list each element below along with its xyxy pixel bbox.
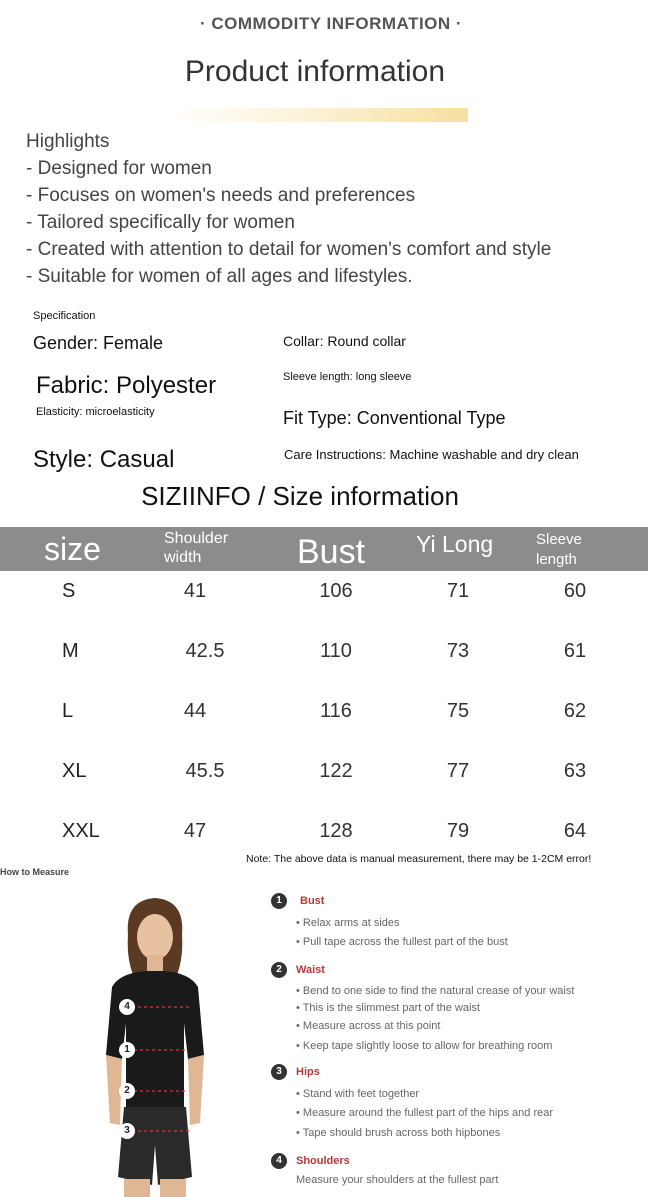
cell-sleeve: 61 <box>563 640 587 662</box>
step-line: • Relax arms at sides <box>296 917 400 929</box>
cell-size: XL <box>62 760 87 782</box>
model-figure-illustration <box>100 895 210 1197</box>
figure-marker: 1 <box>119 1042 135 1058</box>
spec-fabric: Fabric: Polyester <box>36 372 217 399</box>
spec-sleeve-length: Sleeve length: long sleeve <box>283 371 412 383</box>
cell-shoulder: 44 <box>183 700 207 722</box>
cell-size: XXL <box>62 820 100 842</box>
highlight-item: - Created with attention to detail for women's comfort and style <box>26 239 552 260</box>
step-number: 1 <box>271 893 287 909</box>
step-line: Measure your shoulders at the fullest part <box>296 1174 499 1186</box>
step-title-hips: Hips <box>296 1066 320 1078</box>
header-shoulder-line1: Shoulder <box>164 530 229 547</box>
page-title: Product information <box>184 55 446 88</box>
spec-style: Style: Casual <box>33 446 175 473</box>
header-length: Yi Long <box>416 531 494 557</box>
step-line: • Tape should brush across both hipbones <box>296 1127 501 1139</box>
spec-elasticity: Elasticity: microelasticity <box>36 406 155 418</box>
step-number: 2 <box>271 962 287 978</box>
step-line: • Pull tape across the fullest part of the bust <box>296 936 508 948</box>
cell-bust: 110 <box>320 640 352 662</box>
cell-bust: 128 <box>319 820 353 842</box>
header-sleeve-length <box>536 530 582 570</box>
cell-sleeve: 63 <box>563 760 587 782</box>
header-sleeve-line2: length <box>536 551 577 568</box>
measurement-note: Note: The above data is manual measurement, there may be 1-2CM error! <box>246 853 592 865</box>
cell-bust: 106 <box>319 580 353 602</box>
step-line: • Measure around the fullest part of the hips and rear <box>296 1107 554 1119</box>
highlight-item: - Suitable for women of all ages and lifestyles. <box>26 266 413 287</box>
cell-shoulder: 42.5 <box>185 640 225 662</box>
step-title-bust: Bust <box>300 895 325 907</box>
highlight-item: - Designed for women <box>26 158 212 179</box>
highlight-item: - Focuses on women's needs and preferences <box>26 185 416 206</box>
specification-title: Specification <box>33 310 96 322</box>
header-sleeve-line1: Sleeve <box>536 531 582 548</box>
size-info-title: SIZIINFO / Size information <box>141 481 459 511</box>
cell-shoulder: 41 <box>183 580 207 602</box>
step-line: • Measure across at this point <box>296 1020 441 1032</box>
step-line: • Stand with feet together <box>296 1088 420 1100</box>
highlights-title: Highlights <box>26 131 110 152</box>
cell-length: 73 <box>446 640 470 662</box>
commodity-info-heading: · COMMODITY INFORMATION · <box>199 14 463 33</box>
figure-marker: 4 <box>119 999 135 1015</box>
step-title-waist: Waist <box>296 964 325 976</box>
cell-shoulder: 45.5 <box>185 760 225 782</box>
spec-collar: Collar: Round collar <box>283 333 406 349</box>
header-size: size <box>44 531 101 567</box>
step-line: • This is the slimmest part of the waist <box>296 1002 480 1014</box>
cell-bust: 116 <box>320 700 352 722</box>
spec-fit-type: Fit Type: Conventional Type <box>283 408 506 428</box>
step-line: • Keep tape slightly loose to allow for breathing room <box>296 1040 553 1052</box>
cell-sleeve: 64 <box>563 820 587 842</box>
step-title-shoulders: Shoulders <box>296 1155 350 1167</box>
cell-length: 77 <box>446 760 470 782</box>
cell-size: S <box>62 580 76 602</box>
cell-bust: 122 <box>319 760 353 782</box>
header-bust: Bust <box>297 533 366 571</box>
cell-length: 71 <box>446 580 470 602</box>
cell-shoulder: 47 <box>183 820 207 842</box>
cell-length: 79 <box>446 820 470 842</box>
cell-size: L <box>62 700 74 722</box>
spec-care: Care Instructions: Machine washable and dry clean <box>284 447 579 462</box>
highlight-item: - Tailored specifically for women <box>26 212 295 233</box>
figure-marker: 3 <box>119 1123 135 1139</box>
step-number: 4 <box>271 1153 287 1169</box>
cell-length: 75 <box>446 700 470 722</box>
header-shoulder-width <box>164 529 228 567</box>
cell-sleeve: 62 <box>563 700 587 722</box>
step-line: • Bend to one side to find the natural crease of your waist <box>296 985 575 997</box>
header-shoulder-line2: width <box>164 549 202 566</box>
spec-gender: Gender: Female <box>33 333 164 353</box>
cell-size: M <box>62 640 79 662</box>
step-number: 3 <box>271 1064 287 1080</box>
how-to-measure-title: How to Measure <box>0 867 70 877</box>
cell-sleeve: 60 <box>563 580 587 602</box>
figure-marker: 2 <box>119 1083 135 1099</box>
title-underline-decoration <box>168 108 468 122</box>
